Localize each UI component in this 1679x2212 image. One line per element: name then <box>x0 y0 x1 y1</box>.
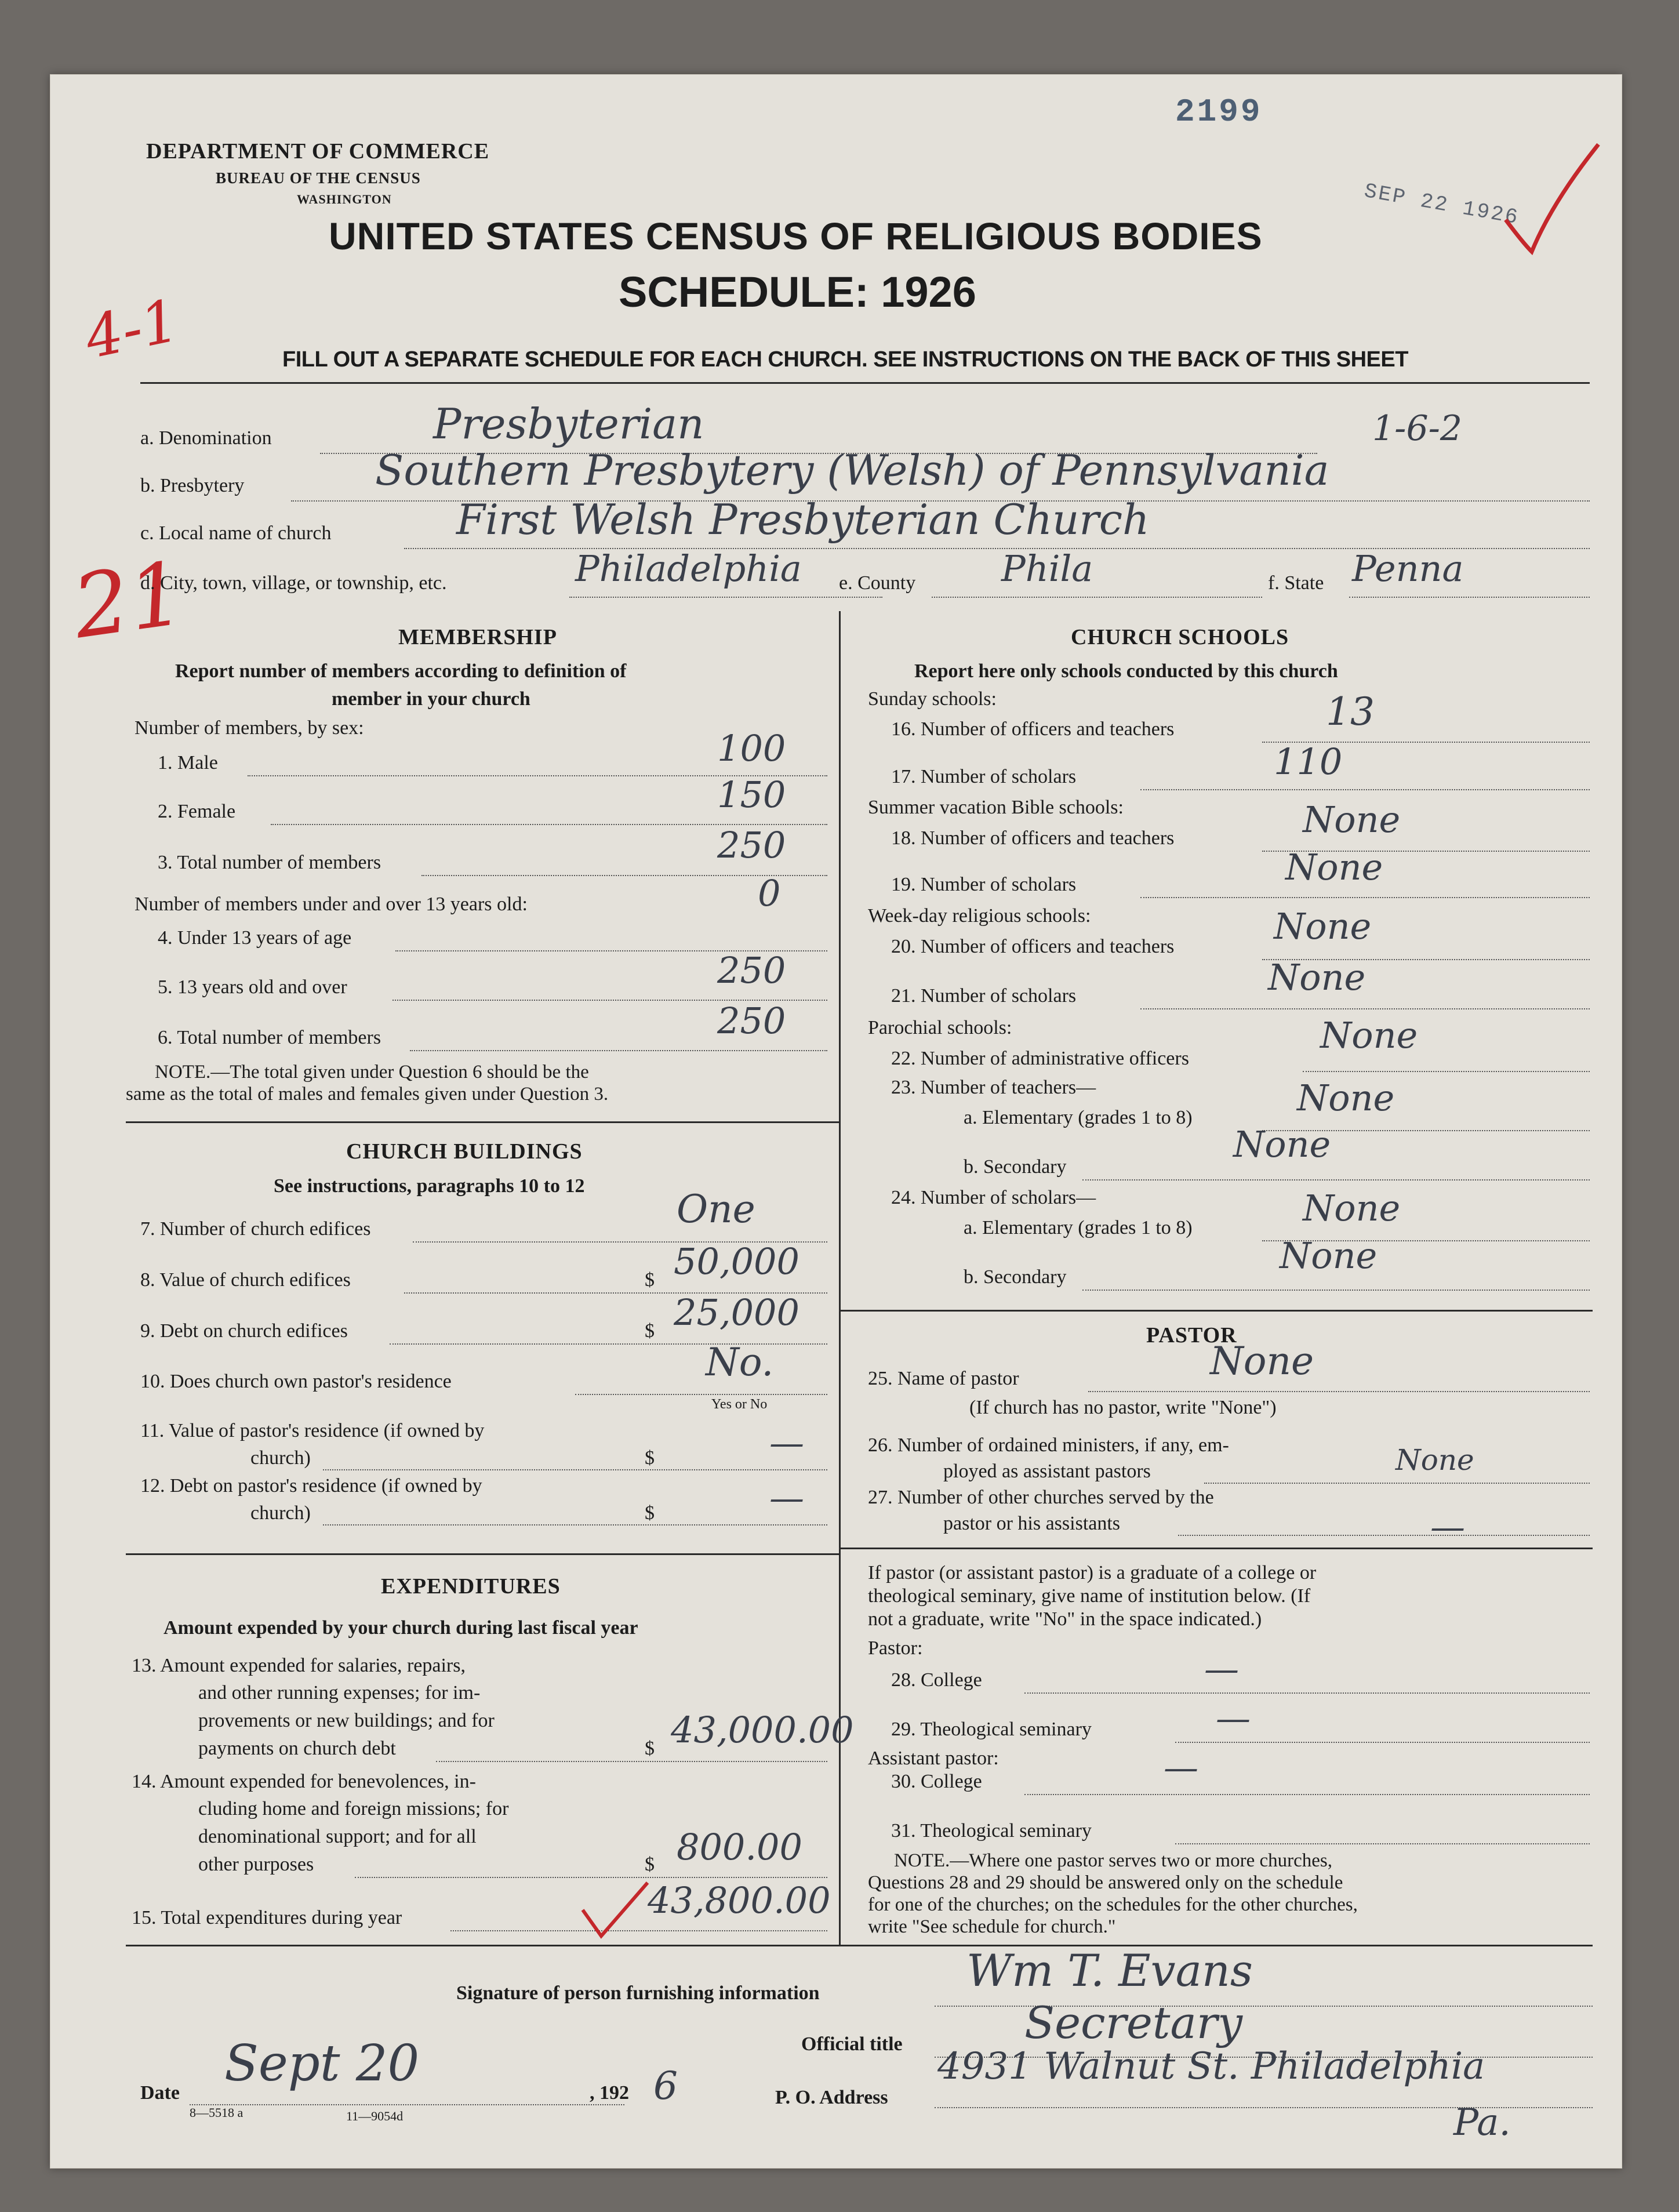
q15-label: 15. Total expenditures during year <box>132 1907 402 1928</box>
official-title-value[interactable]: Secretary <box>1024 1997 1243 2048</box>
red-check-icon <box>578 1878 653 1942</box>
q11-label: 11. Value of pastor's residence (if owned by <box>140 1420 485 1441</box>
membership-note-2: same as the total of males and females given under Question 3. <box>126 1084 609 1105</box>
q22-label: 22. Number of administrative officers <box>891 1048 1189 1069</box>
q30-value[interactable]: — <box>1164 1748 1198 1788</box>
parochial-label: Parochial schools: <box>868 1017 1012 1038</box>
address-value-2[interactable]: Pa. <box>1453 2101 1511 2144</box>
local-name-label: c. Local name of church <box>140 522 332 544</box>
membership-intro-2: member in your church <box>332 688 530 710</box>
pastor-note-3: for one of the churches; on the schedules for the other churches, <box>868 1894 1358 1915</box>
q1-label: 1. Male <box>158 752 218 773</box>
q22-value[interactable]: None <box>1320 1014 1418 1056</box>
q8-label: 8. Value of church edifices <box>140 1269 351 1291</box>
q23-label: 23. Number of teachers— <box>891 1077 1096 1098</box>
q14-label-3: denominational support; and for all <box>198 1826 477 1847</box>
schools-intro: Report here only schools conducted by this church <box>914 660 1338 682</box>
buildings-instructions: See instructions, paragraphs 10 to 12 <box>274 1175 585 1197</box>
county-value[interactable]: Phila <box>1001 547 1093 590</box>
file-number-stamp: 2199 <box>1175 93 1263 130</box>
q29-label: 29. Theological seminary <box>891 1719 1092 1740</box>
q24b-label: b. Secondary <box>964 1266 1067 1288</box>
state-label: f. State <box>1268 572 1324 594</box>
q26-value[interactable]: None <box>1395 1443 1474 1477</box>
q5-value[interactable]: 250 <box>717 949 786 991</box>
margin-mark-top: 4-1 <box>79 286 185 372</box>
q28-value[interactable]: — <box>1204 1649 1239 1690</box>
date-label: Date <box>140 2082 180 2104</box>
expenditures-heading: EXPENDITURES <box>381 1574 561 1599</box>
print-number: 11—9054d <box>346 2109 404 2123</box>
pastor-note-1: NOTE.—Where one pastor serves two or more churches, <box>894 1850 1332 1871</box>
q21-label: 21. Number of scholars <box>891 985 1077 1007</box>
q23a-label: a. Elementary (grades 1 to 8) <box>964 1107 1193 1128</box>
by-sex-label: Number of members, by sex: <box>135 717 364 739</box>
q11-value[interactable]: — <box>769 1423 804 1463</box>
sunday-label: Sunday schools: <box>868 688 997 710</box>
received-date-stamp: SEP 22 1926 <box>1362 179 1521 230</box>
official-title-label: Official title <box>801 2033 903 2055</box>
address-label: P. O. Address <box>775 2087 888 2108</box>
q17-value[interactable]: 110 <box>1274 740 1343 783</box>
q12-label-2: church) <box>250 1502 311 1524</box>
q10-value[interactable]: No. <box>706 1340 774 1385</box>
yes-or-no-hint: Yes or No <box>711 1397 768 1412</box>
pastor-note-4: write "See schedule for church." <box>868 1916 1116 1937</box>
form-number: 8—5518 a <box>190 2105 244 2120</box>
q23b-value[interactable]: None <box>1233 1123 1331 1165</box>
q6-value[interactable]: 250 <box>717 1000 786 1042</box>
q18-label: 18. Number of officers and teachers <box>891 827 1175 849</box>
classification-code: 1-6-2 <box>1372 408 1463 449</box>
q17-label: 17. Number of scholars <box>891 766 1077 787</box>
graduate-instructions-2: theological seminary, give name of institution below. (If <box>868 1585 1311 1607</box>
q14-dollar: $ <box>645 1854 655 1875</box>
q7-value[interactable]: One <box>677 1187 755 1232</box>
local-name-value[interactable]: First Welsh Presbyterian Church <box>456 495 1150 544</box>
q13-label-1: 13. Amount expended for salaries, repairs, <box>132 1655 466 1676</box>
signature-label: Signature of person furnishing information <box>456 1982 820 2004</box>
q24a-label: a. Elementary (grades 1 to 8) <box>964 1217 1193 1238</box>
q19-value[interactable]: None <box>1285 846 1383 888</box>
q8-value[interactable]: 50,000 <box>674 1240 799 1283</box>
fill-out-instruction: FILL OUT A SEPARATE SCHEDULE FOR EACH CHURCH. SEE INSTRUCTIONS ON THE BACK OF THIS SHEET <box>282 347 1408 372</box>
schools-heading: CHURCH SCHOOLS <box>1071 625 1289 649</box>
check-mark-icon <box>1500 133 1604 260</box>
pastor-heading: PASTOR <box>1146 1323 1237 1347</box>
margin-mark-side: 21 <box>67 543 191 659</box>
q27-label: 27. Number of other churches served by the <box>868 1487 1214 1508</box>
q29-value[interactable]: — <box>1216 1698 1251 1739</box>
presbytery-label: b. Presbytery <box>140 475 245 496</box>
pastor-sublabel: Pastor: <box>868 1637 923 1659</box>
denomination-label: a. Denomination <box>140 427 272 449</box>
q11-label-2: church) <box>250 1447 311 1469</box>
q18-value[interactable]: None <box>1303 798 1401 841</box>
pastor-note-2: Questions 28 and 29 should be answered only on the schedule <box>868 1872 1343 1893</box>
q27-value[interactable]: — <box>1430 1507 1465 1548</box>
buildings-heading: CHURCH BUILDINGS <box>346 1139 583 1164</box>
county-label: e. County <box>839 572 916 594</box>
q31-label: 31. Theological seminary <box>891 1820 1092 1841</box>
city-value[interactable]: Philadelphia <box>575 547 802 590</box>
q30-label: 30. College <box>891 1771 982 1792</box>
q16-label: 16. Number of officers and teachers <box>891 718 1175 740</box>
year-digit[interactable]: 6 <box>653 2064 678 2108</box>
q24b-value[interactable]: None <box>1280 1234 1378 1277</box>
q4-label: 4. Under 13 years of age <box>158 927 352 949</box>
signature-value[interactable]: Wm T. Evans <box>966 1945 1253 1996</box>
q26-label: 26. Number of ordained ministers, if any, em- <box>868 1434 1229 1456</box>
q27-label-2: pastor or his assistants <box>943 1513 1121 1534</box>
q13-label-4: payments on church debt <box>198 1738 396 1759</box>
year-prefix: , 192 <box>590 2082 629 2104</box>
q12-dollar: $ <box>645 1502 655 1524</box>
q14-label-1: 14. Amount expended for benevolences, in- <box>132 1771 476 1792</box>
weekday-label: Week-day religious schools: <box>868 905 1091 927</box>
q24-label: 24. Number of scholars— <box>891 1187 1096 1208</box>
q2-label: 2. Female <box>158 801 236 822</box>
q13-value[interactable]: 43,000.00 <box>671 1709 854 1751</box>
q14-value[interactable]: 800.00 <box>677 1826 802 1868</box>
state-value[interactable]: Penna <box>1352 547 1464 590</box>
city-name: WASHINGTON <box>297 192 392 206</box>
city-label: d. City, town, village, or township, etc. <box>140 572 447 594</box>
schedule-title: SCHEDULE: 1926 <box>619 268 976 316</box>
age-label: Number of members under and over 13 years old: <box>135 893 528 915</box>
q7-label: 7. Number of church edifices <box>140 1218 371 1240</box>
q20-label: 20. Number of officers and teachers <box>891 936 1175 957</box>
q2-value[interactable]: 150 <box>717 773 786 816</box>
summer-label: Summer vacation Bible schools: <box>868 797 1124 818</box>
date-value[interactable]: Sept 20 <box>224 2035 420 2093</box>
denomination-value[interactable]: Presbyterian <box>433 399 704 448</box>
q1-value[interactable]: 100 <box>717 727 786 769</box>
q12-value[interactable]: — <box>769 1478 804 1519</box>
q9-value[interactable]: 25,000 <box>674 1291 799 1334</box>
graduate-instructions-1: If pastor (or assistant pastor) is a graduate of a college or <box>868 1562 1317 1583</box>
census-schedule-sheet <box>50 74 1622 2169</box>
q26-label-2: ployed as assistant pastors <box>943 1461 1151 1482</box>
q13-label-2: and other running expenses; for im- <box>198 1682 481 1704</box>
q19-label: 19. Number of scholars <box>891 874 1077 895</box>
membership-heading: MEMBERSHIP <box>398 625 557 649</box>
q16-value[interactable]: 13 <box>1326 689 1375 734</box>
q13-label-3: provements or new buildings; and for <box>198 1710 495 1731</box>
q11-dollar: $ <box>645 1447 655 1469</box>
q13-dollar: $ <box>645 1738 655 1759</box>
bureau-name: BUREAU OF THE CENSUS <box>216 169 421 187</box>
q25-label: 25. Name of pastor <box>868 1368 1019 1389</box>
q8-dollar: $ <box>645 1269 655 1291</box>
q24a-value[interactable]: None <box>1303 1187 1401 1229</box>
q14-label-4: other purposes <box>198 1854 314 1875</box>
presbytery-value[interactable]: Southern Presbytery (Welsh) of Pennsylvania <box>375 446 1329 495</box>
q14-label-2: cluding home and foreign missions; for <box>198 1798 509 1819</box>
age-value[interactable]: 0 <box>758 872 781 914</box>
q3-value[interactable]: 250 <box>717 824 786 866</box>
q21-value[interactable]: None <box>1268 956 1366 998</box>
graduate-instructions-3: not a graduate, write "No" in the space indicated.) <box>868 1608 1262 1630</box>
membership-intro: Report number of members according to definition of <box>175 660 627 682</box>
q12-label: 12. Debt on pastor's residence (if owned by <box>140 1475 482 1497</box>
address-value[interactable]: 4931 Walnut St. Philadelphia <box>937 2045 1485 2088</box>
q20-value[interactable]: None <box>1274 905 1372 947</box>
q15-value[interactable]: 43,800.00 <box>648 1879 831 1922</box>
q9-label: 9. Debt on church edifices <box>140 1320 348 1342</box>
expenditures-intro: Amount expended by your church during last fiscal year <box>163 1617 638 1639</box>
q23b-label: b. Secondary <box>964 1156 1067 1178</box>
q25-note: (If church has no pastor, write "None") <box>969 1397 1277 1418</box>
q23a-value[interactable]: None <box>1297 1077 1395 1119</box>
q10-label: 10. Does church own pastor's residence <box>140 1371 452 1392</box>
q3-label: 3. Total number of members <box>158 852 381 873</box>
q9-dollar: $ <box>645 1320 655 1342</box>
form-title: UNITED STATES CENSUS OF RELIGIOUS BODIES <box>329 215 1263 257</box>
q28-label: 28. College <box>891 1669 982 1691</box>
q25-value[interactable]: None <box>1210 1339 1314 1383</box>
department-name: DEPARTMENT OF COMMERCE <box>146 139 490 164</box>
membership-note: NOTE.—The total given under Question 6 should be the <box>155 1062 589 1083</box>
q6-label: 6. Total number of members <box>158 1027 381 1048</box>
assistant-pastor-sublabel: Assistant pastor: <box>868 1748 999 1769</box>
q5-label: 5. 13 years old and over <box>158 976 347 998</box>
